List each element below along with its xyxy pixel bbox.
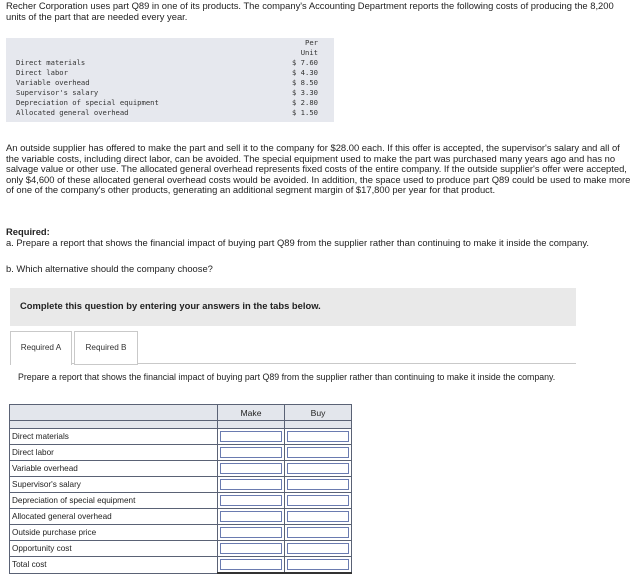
- required-b: b. Which alternative should the company choose?: [6, 263, 213, 274]
- tab-required-a[interactable]: Required A: [10, 331, 72, 365]
- cost-label: Direct materials: [16, 58, 86, 67]
- make-total-input[interactable]: [218, 557, 285, 574]
- make-input[interactable]: [218, 525, 285, 541]
- cost-labels: [16, 58, 159, 118]
- buy-total-input[interactable]: [285, 557, 352, 574]
- tab-required-b[interactable]: Required B: [74, 331, 138, 365]
- buy-input[interactable]: [285, 477, 352, 493]
- make-input[interactable]: [218, 445, 285, 461]
- cost-header: Unit: [300, 48, 318, 57]
- cost-label: Allocated general overhead: [16, 108, 129, 117]
- buy-input[interactable]: [285, 493, 352, 509]
- buy-input[interactable]: [285, 541, 352, 557]
- make-input[interactable]: [218, 477, 285, 493]
- banner-text: Complete this question by entering your answers in the tabs below.: [20, 300, 321, 311]
- answer-table: [9, 404, 352, 574]
- make-input[interactable]: [218, 541, 285, 557]
- cost-value: $ 3.30: [292, 88, 318, 97]
- cost-header: Per: [305, 38, 318, 47]
- make-input[interactable]: [218, 493, 285, 509]
- row-label: Supervisor's salary: [10, 477, 218, 493]
- offer-text: An outside supplier has offered to make the part and sell it to the company for $28.00 each. If this offer is accepted, the supervisor's salary and all of the variable costs, including direct labor, can be avoided. The special equipment used to make the part was purchased many years ago and has no salvage value or other use. The allocated general overhead represents fixed costs of the entire company. If the outside supplier's offer were accepted, only $4,600 of these allocated general overhead costs would be avoided. In addition, the space used to produce part Q89 could be used to make more of one of the company's other products, generating an additional segment margin of $17,800 per year for that product.: [6, 142, 631, 196]
- cost-label: Depreciation of special equipment: [16, 98, 159, 107]
- row-label: Allocated general overhead: [10, 509, 218, 525]
- cost-value: $ 4.30: [292, 68, 318, 77]
- make-input[interactable]: [218, 509, 285, 525]
- required-a: a. Prepare a report that shows the financial impact of buying part Q89 from the supplier rather than continuing to make it inside the company.: [6, 237, 589, 248]
- row-label: Outside purchase price: [10, 525, 218, 541]
- cost-label: Variable overhead: [16, 78, 90, 87]
- problem-intro: Recher Corporation uses part Q89 in one of its products. The company's Accounting Department reports the following costs of producing the 8,200 units of the part that are needed every year.: [6, 0, 614, 22]
- make-input[interactable]: [218, 461, 285, 477]
- buy-input[interactable]: [285, 461, 352, 477]
- buy-input[interactable]: [285, 429, 352, 445]
- make-input[interactable]: [218, 429, 285, 445]
- column-header-buy: Buy: [285, 405, 352, 421]
- cost-value: $ 7.60: [292, 58, 318, 67]
- row-label: Direct materials: [10, 429, 218, 445]
- row-label: Direct labor: [10, 445, 218, 461]
- cost-table: [6, 38, 334, 122]
- cost-value: $ 8.50: [292, 78, 318, 87]
- row-label: Depreciation of special equipment: [10, 493, 218, 509]
- cost-value: $ 1.50: [292, 108, 318, 117]
- cost-value: $ 2.80: [292, 98, 318, 107]
- buy-input[interactable]: [285, 525, 352, 541]
- header-blank: [10, 405, 218, 421]
- buy-input[interactable]: [285, 445, 352, 461]
- cost-values: [282, 38, 318, 118]
- row-label: Variable overhead: [10, 461, 218, 477]
- column-header-make: Make: [218, 405, 285, 421]
- row-label: Opportunity cost: [10, 541, 218, 557]
- required-title: Required:: [6, 226, 50, 237]
- tab-prompt: Prepare a report that shows the financial impact of buying part Q89 from the supplier rather than continuing to make it inside the company.: [18, 372, 556, 382]
- cost-label: Direct labor: [16, 68, 68, 77]
- row-label-total: Total cost: [10, 557, 218, 574]
- instruction-banner: [10, 288, 576, 326]
- cost-label: Supervisor's salary: [16, 88, 99, 97]
- buy-input[interactable]: [285, 509, 352, 525]
